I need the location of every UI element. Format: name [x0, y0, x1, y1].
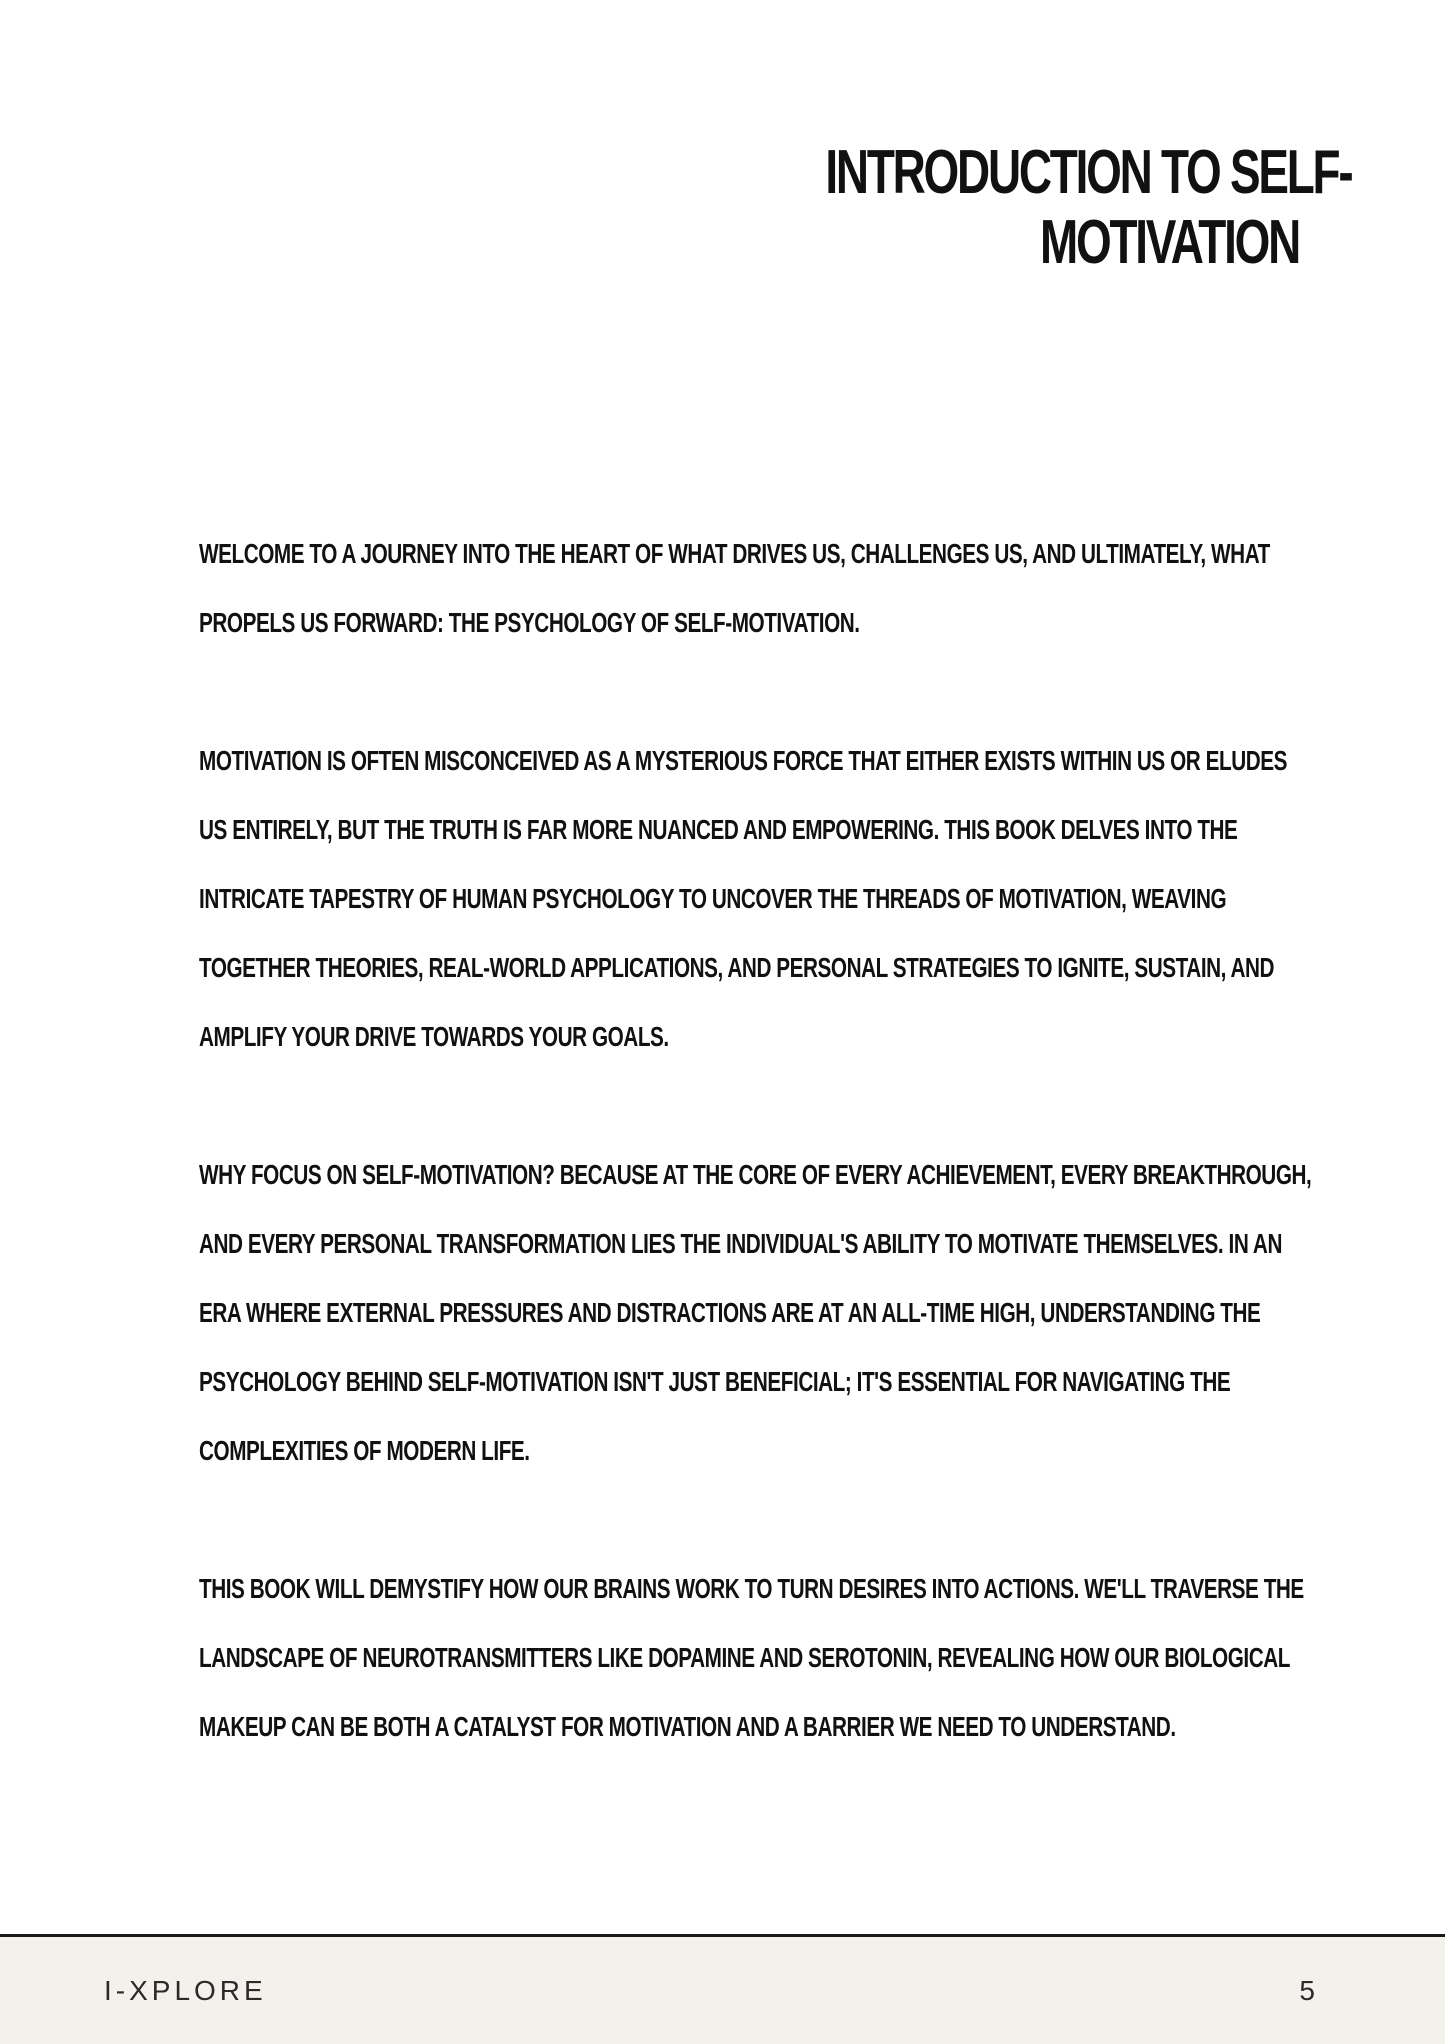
page-footer — [0, 1937, 1445, 2044]
page-title-line: INTRODUCTION TO SELF- — [825, 138, 1352, 207]
page-number: 5 — [1299, 1975, 1315, 2006]
text-line: TOGETHER THEORIES, REAL-WORLD APPLICATIONS, AND PERSONAL STRATEGIES TO IGNITE, SUSTAIN, AND — [199, 952, 1275, 983]
text-line: MAKEUP CAN BE BOTH A CATALYST FOR MOTIVATION AND A BARRIER WE NEED TO UNDERSTAND. — [199, 1711, 1176, 1742]
page-title-line: MOTIVATION — [1040, 208, 1299, 277]
text-line: MOTIVATION IS OFTEN MISCONCEIVED AS A MYSTERIOUS FORCE THAT EITHER EXISTS WITHIN US OR ELUDES — [199, 745, 1288, 776]
text-line: WELCOME TO A JOURNEY INTO THE HEART OF WHAT DRIVES US, CHALLENGES US, AND ULTIMATELY, WHAT — [199, 538, 1270, 569]
text-line: LANDSCAPE OF NEUROTRANSMITTERS LIKE DOPAMINE AND SEROTONIN, REVEALING HOW OUR BIOLOGICAL — [199, 1642, 1290, 1673]
paragraph-intro — [199, 519, 1324, 657]
paragraph-demystify — [199, 1554, 1324, 1761]
text-line: US ENTIRELY, BUT THE TRUTH IS FAR MORE NUANCED AND EMPOWERING. THIS BOOK DELVES INTO THE — [199, 814, 1238, 845]
text-line: ERA WHERE EXTERNAL PRESSURES AND DISTRACTIONS ARE AT AN ALL-TIME HIGH, UNDERSTANDING THE — [199, 1297, 1261, 1328]
body-text — [199, 519, 1324, 1830]
text-line: AND EVERY PERSONAL TRANSFORMATION LIES THE INDIVIDUAL'S ABILITY TO MOTIVATE THEMSELVES. IN AN — [199, 1228, 1282, 1259]
footer-brand: I-XPLORE — [104, 1975, 267, 2006]
page-title — [825, 138, 1352, 278]
text-line: THIS BOOK WILL DEMYSTIFY HOW OUR BRAINS WORK TO TURN DESIRES INTO ACTIONS. WE'LL TRAVERSE THE — [199, 1573, 1304, 1604]
text-line: AMPLIFY YOUR DRIVE TOWARDS YOUR GOALS. — [199, 1021, 669, 1052]
text-line: PSYCHOLOGY BEHIND SELF-MOTIVATION ISN'T JUST BENEFICIAL; IT'S ESSENTIAL FOR NAVIGATING THE — [199, 1366, 1231, 1397]
text-line: WHY FOCUS ON SELF-MOTIVATION? BECAUSE AT THE CORE OF EVERY ACHIEVEMENT, EVERY BREAKTHROUGH, — [199, 1159, 1312, 1190]
text-line: INTRICATE TAPESTRY OF HUMAN PSYCHOLOGY TO UNCOVER THE THREADS OF MOTIVATION, WEAVING — [199, 883, 1227, 914]
paragraph-why-focus — [199, 1140, 1324, 1485]
paragraph-motivation — [199, 726, 1324, 1071]
text-line: PROPELS US FORWARD: THE PSYCHOLOGY OF SELF-MOTIVATION. — [199, 607, 860, 638]
text-line: COMPLEXITIES OF MODERN LIFE. — [199, 1435, 530, 1466]
